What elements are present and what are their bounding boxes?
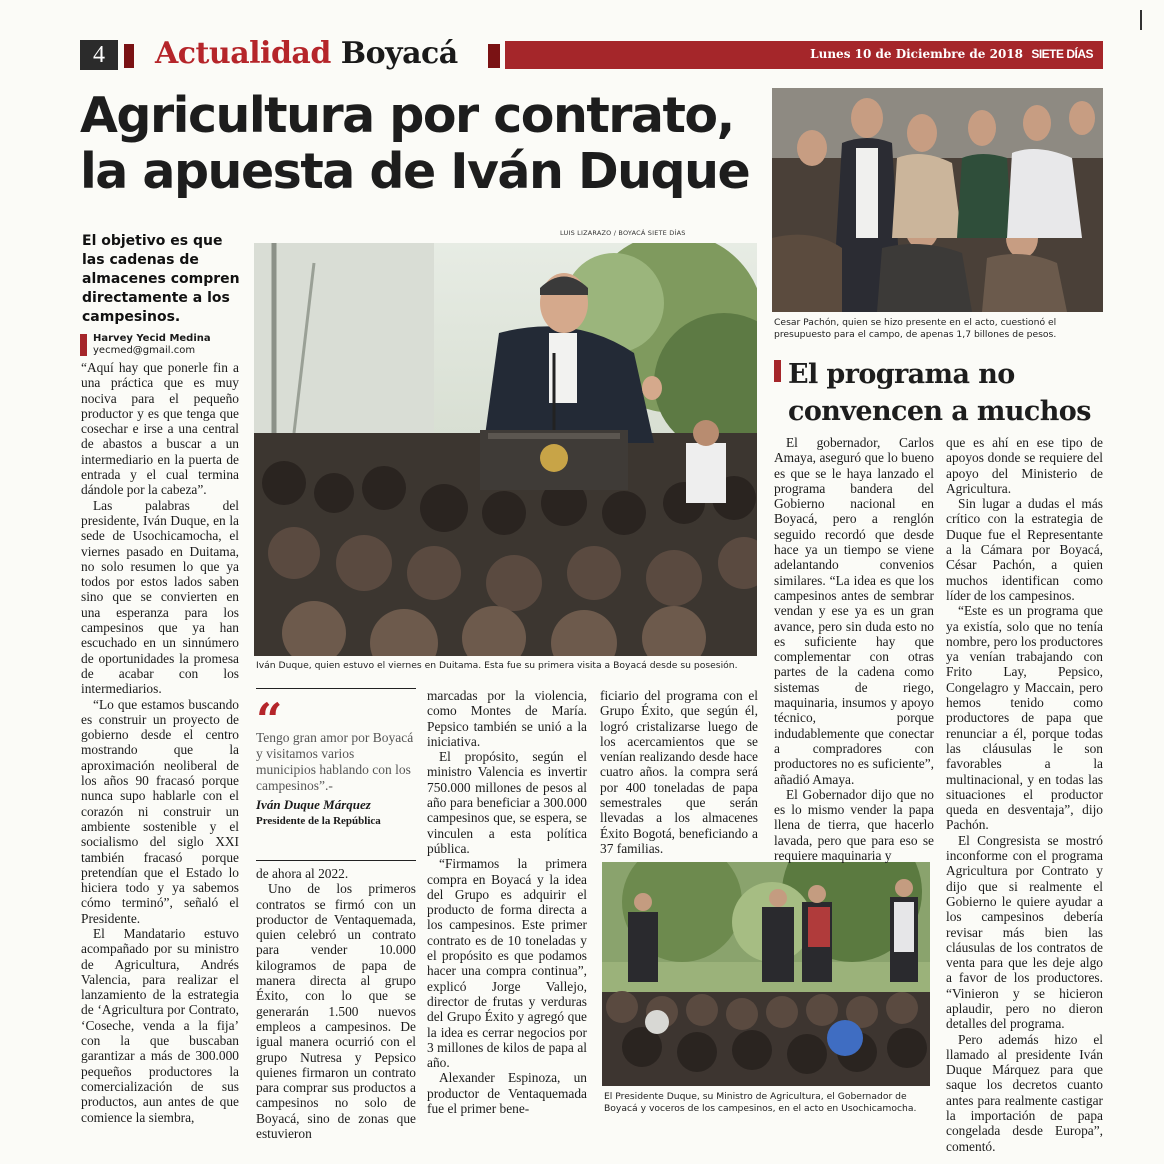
paragraph: “Este es un programa que ya existía, solo que no tenía nombre, pero los productores ya venían trabajando con Frito Lay, Pepsico, Congelagro y Maccain, pero hemos tenido como productores de papa que renunciar a él, porque todas las cláusulas le son favorables a la multinacional, y en todas las situaciones el productor queda en desventaja”, dijo Pachón. [946, 603, 1103, 833]
paragraph: El propósito, según el ministro Valencia es invertir 750.000 millones de pesos al año para beneficiar a 300.000 campesinos que, se espera, se vinculen a esta política pública. [427, 749, 587, 856]
sidebar-column-1 [774, 435, 934, 863]
paragraph: El Gobernador dijo que no es lo mismo vender la papa llena de tierra, que hacerlo lavada, pero que para eso se requiere maquinaria y [774, 786, 934, 864]
headline-line-1: Agricultura por contrato, [80, 87, 734, 144]
author-name: Harvey Yecid Medina [93, 333, 211, 344]
quote-attribution [256, 797, 381, 829]
paragraph: “Lo que estamos buscando es construir un proyecto de gobierno desde el centro mostrando que la aproximación neoliberal de los años 90 fracasó porque nunca supo hablarle con el corazón ni construir un ambiente sostenible y el socialismo del siglo XXI también fracasó porque pretendían que el Estado lo hiciera todo y ya sabemos cómo terminó”, señaló el Presidente. [81, 696, 239, 926]
paragraph: El Mandatario estuvo acompañado por su ministro de Agricultura, Andrés Valencia, para realizar el lanzamiento de la estrategia de ‘Agricultura por Contrato, ‘Coseche, venda a la fija’ con la que buscaban garantizar a más de 300.000 pequeños productores la comercialización de sus productos, aun antes de que comience la siembra, [81, 925, 239, 1125]
pull-quote: Tengo gran amor por Boyacá y visitamos varios municipios hablando con los campesinos”.- [256, 730, 414, 793]
top-right-caption: Cesar Pachón, quien se hizo presente en el acto, cuestionó el presupuesto para el campo, de apenas 1,7 billones de pesos. [774, 317, 1057, 340]
brand-logo: SIETE DÍAS [1031, 47, 1093, 61]
top-right-photo [772, 88, 1103, 312]
quote-name: Iván Duque Márquez [256, 797, 371, 812]
article-column-1 [81, 360, 239, 1125]
crop-mark [1140, 10, 1142, 30]
bottom-photo-caption: El Presidente Duque, su Ministro de Agricultura, el Gobernador de Boyacá y voceros de los campesinos, en el acto en Usochicamocha. [604, 1091, 917, 1114]
paragraph: El Congresista se mostró inconforme con el programa Agricultura por Contrato y dijo que si realmente el Gobierno le quiere ayudar a los campesinos debería revisar más bien las cláusulas de los contratos de venta para que les deje algo a favor de los productores. “Vinieron y se hicieron aplaudir, pero no dieron detalles del programa. [946, 832, 1103, 1032]
quote-rule-bottom [256, 860, 416, 861]
issue-date: Lunes 10 de Diciembre de 2018 [810, 47, 1023, 61]
article-column-3 [427, 688, 587, 1116]
quote-role: Presidente de la República [256, 815, 381, 827]
paragraph: “Firmamos la primera compra en Boyacá y la idea del Grupo es adquirir el producto de forma directa a los campesinos. Este primer contrato es de 10 toneladas y el propósito es que podamos hacer una compra continua”, explicó Jorge Vallejo, director de frutas y verduras del Grupo Éxito y agregó que la idea es cerrar negocios por 3 millones de kilos de papa al año. [427, 856, 587, 1071]
main-photo-caption: Iván Duque, quien estuvo el viernes en Duitama. Esta fue su primera visita a Boyacá desde su posesión. [256, 660, 738, 671]
subhead-bar [774, 360, 781, 382]
photo-credit: LUIS LIZARAZO / BOYACÁ SIETE DÍAS [560, 229, 686, 237]
page-number: 4 [80, 40, 118, 70]
paragraph: de ahora al 2022. [256, 866, 349, 881]
byline [93, 333, 211, 357]
quote-mark-icon: “ [256, 693, 283, 747]
paragraph: que es ahí en ese tipo de apoyos donde se requiere del apoyo del Ministerio de Agricultura. [946, 435, 1103, 496]
paragraph: Alexander Espinoza, un productor de Ventaquemada fue el primer bene- [427, 1070, 587, 1117]
bottom-photo [602, 862, 930, 1086]
section-title [155, 36, 458, 71]
article-column-4 [600, 688, 758, 856]
paragraph: “Aquí hay que ponerle fin a una práctica que es muy nociva para el pequeño productor y es que tenga que cosechar e irse a una central de abastos a buscar a un intermediario en la puerta de entrada y el cual termina dándole por la cabeza”. [81, 360, 239, 498]
paragraph: Pero además hizo el llamado al presidente Iván Duque Márquez para que saque los decretos cuanto antes para realmente castigar la importación de papa congelada desde Europa”, comentó. [946, 1031, 1103, 1154]
quote-rule-top [256, 688, 416, 689]
deck: El objetivo es que las cadenas de almacenes compren directamente a los campesinos. [82, 233, 240, 325]
paragraph: Las palabras del presidente, Iván Duque, en la sede de Usochicamocha, el viernes pasado en Duitama, no solo resumen lo que ya todos por estos lados saben sino que se convierten en una esperanza para los campesinos que ya han escuchado en un sinnúmero de oportunidades la promesa de acabar con los intermediarios. [81, 497, 239, 697]
author-email: yecmed@gmail.com [93, 345, 196, 356]
paragraph: Uno de los primeros contratos se firmó con un productor de Ventaquemada, quien celebró un contrato para vender 10.000 kilogramos de papa de manera directa al grupo Éxito, con lo que se generarán 1.500 nuevos empleos a campesinos. De igual manera ocurrió con el grupo Nutresa y Pepsico quienes firmaron un contrato para comprar sus productos a campesinos no solo de Boyacá, sino de zonas que estuvieron [256, 881, 416, 1142]
sidebar-column-2 [946, 435, 1103, 1154]
section-main: Actualidad [155, 36, 331, 71]
paragraph: marcadas por la violencia, como Montes de María. Pepsico también se unió a la iniciativa. [427, 688, 587, 749]
main-photo [254, 243, 757, 656]
section-region: Boyacá [340, 36, 458, 71]
headline [80, 88, 760, 200]
subhead-line-1: El programa no [788, 359, 1015, 390]
paragraph: ficiario del programa con el Grupo Éxito, que según él, logró cristalizarse luego de los acercamientos que se venían realizando desde hace cuatro años. la compra será por 400 toneladas de papa semestrales que serán llevadas a los almacenes Éxito Bogotá, beneficiando a 37 familias. [600, 688, 758, 856]
sidebar-subhead [788, 356, 1108, 430]
paragraph: El gobernador, Carlos Amaya, aseguró que lo bueno es que se le haya lanzado el programa bandera del Gobierno nacional en Boyacá, pero a renglón seguido recordó que desde hace ya un tiempo se viene adelantando convenios similares. “La idea es que los campesinos antes de sembrar vendan y ese ya es un gran avance, pero sin duda esto no es suficiente hay que complementar con otras partes de la cadena como sistemas de riego, maquinaria, insumos y apoyo técnico, porque indudablemente que conectar a compradores con productores no es suficiente”, añadió Amaya. [774, 435, 934, 787]
section-bar [124, 44, 134, 68]
article-column-2 [256, 866, 416, 1141]
header-band [505, 41, 1103, 69]
author-bar [80, 334, 87, 356]
section-bar-right [488, 44, 500, 68]
headline-line-2: la apuesta de Iván Duque [80, 143, 750, 200]
paragraph: Sin lugar a dudas el más crítico con la estrategia de Duque fue el Representante a la Cámara por Boyacá, César Pachón, a quien muchos identifican como líder de los campesinos. [946, 496, 1103, 603]
subhead-line-2: convencen a muchos [788, 396, 1091, 427]
